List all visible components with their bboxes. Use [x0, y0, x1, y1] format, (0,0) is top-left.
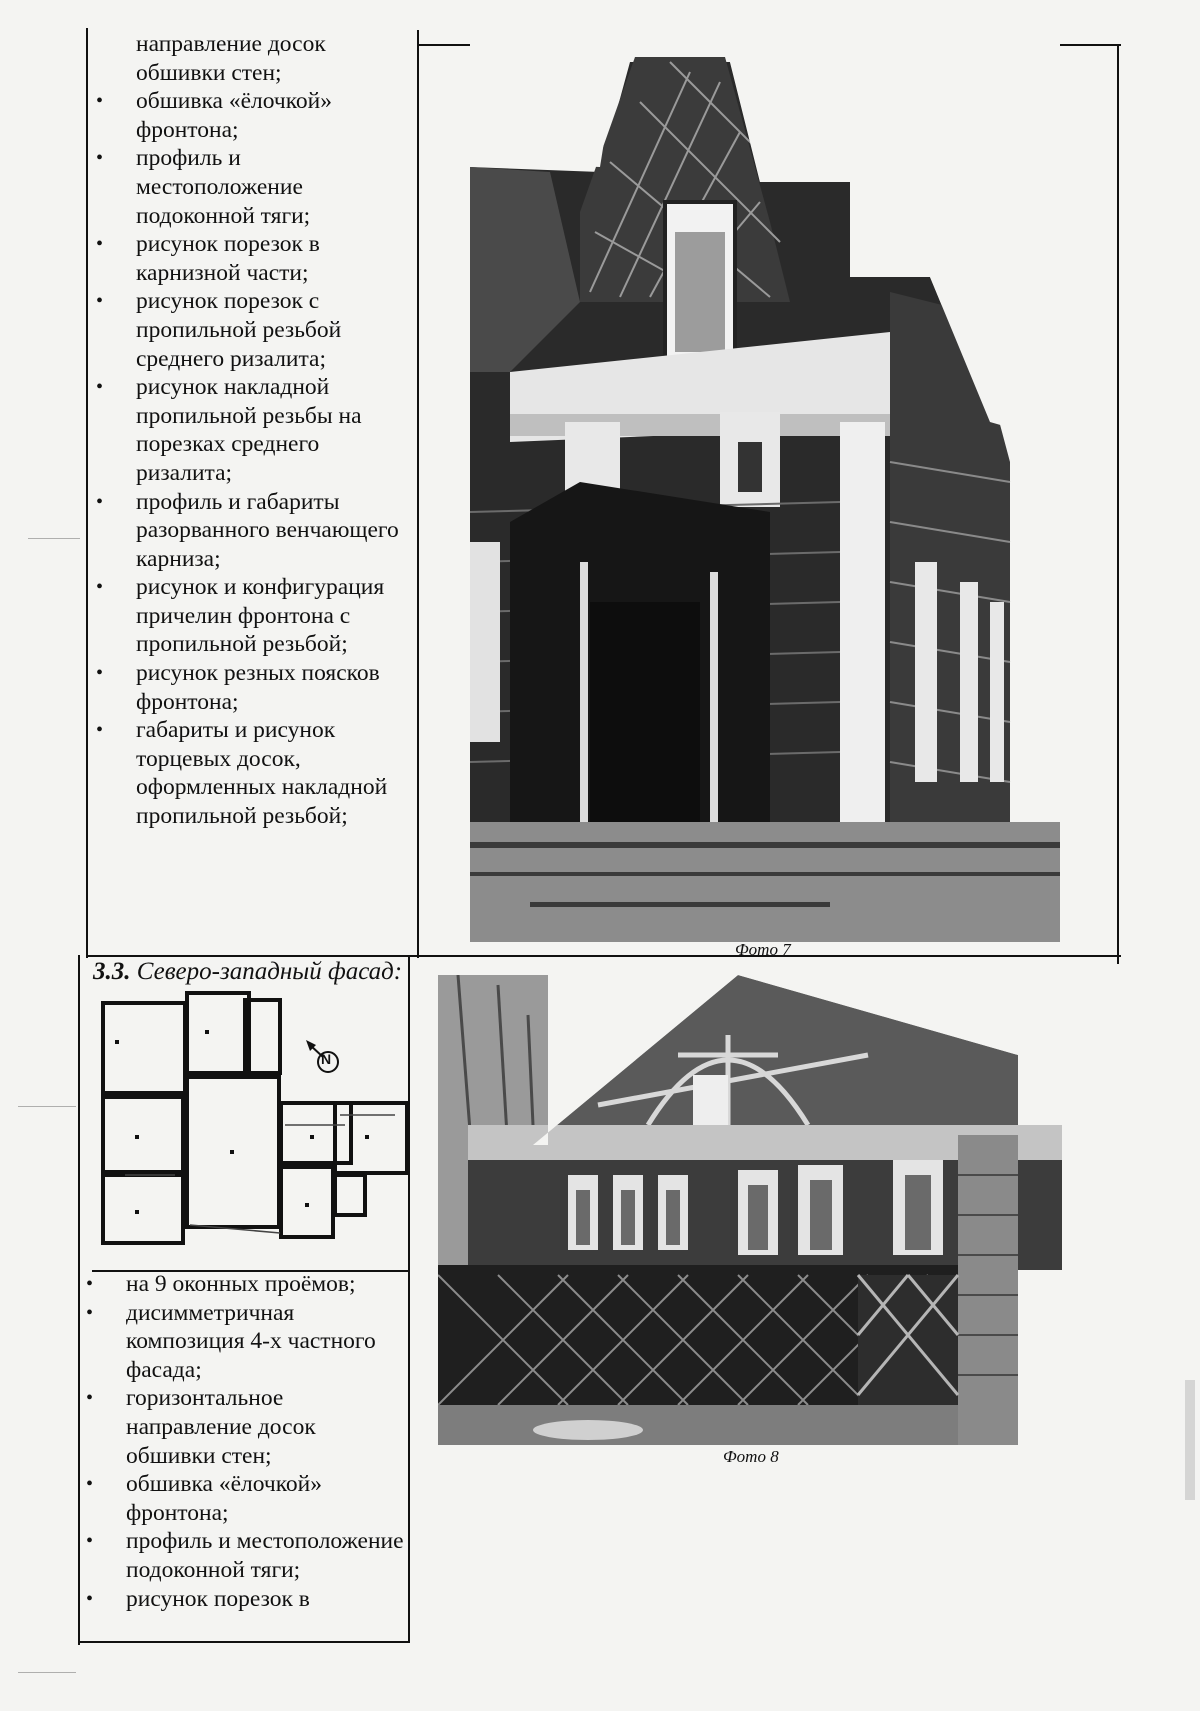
list-item: • обшивка «ёлочкой» фронтона; — [86, 1471, 323, 1526]
feature-list-bottom — [82, 1270, 404, 1613]
scan-artifact — [1185, 1380, 1195, 1500]
list-item: • рисунок резных поясков фронтона; — [96, 660, 380, 715]
scan-artifact — [18, 1106, 76, 1107]
feature-list-top — [92, 30, 412, 831]
photo-7-caption: Фото 7 — [735, 940, 791, 959]
photo-8 — [438, 975, 1062, 1445]
list-item: • дисимметричная композиция 4-х частного фасада; — [86, 1299, 376, 1383]
scan-artifact — [18, 1672, 76, 1673]
floor-plan — [95, 985, 415, 1250]
section-title: Северо-западный фасад: — [136, 958, 403, 985]
list-item: • рисунок порезок в — [86, 1585, 310, 1612]
list-item: направление досок обшивки стен; — [136, 31, 326, 86]
north-label: N — [321, 1051, 332, 1067]
list-item: • рисунок порезок с пропильной резьбой среднего ризалита; — [96, 288, 342, 372]
list-item: • обшивка «ёлочкой» фронтона; — [96, 88, 333, 143]
photo-8-caption: Фото 8 — [723, 1447, 779, 1466]
list-item: • горизонтальное направление досок обшивки стен; — [86, 1385, 316, 1469]
section-number: 3.3. — [93, 958, 131, 985]
list-item: • на 9 оконных проёмов; — [86, 1271, 356, 1297]
scan-artifact — [28, 538, 80, 539]
list-item: • профиль и местоположение подоконной тяги; — [86, 1528, 404, 1583]
section-heading — [93, 958, 402, 986]
list-item: • рисунок накладной пропильной резьбы на порезках среднего ризалита; — [96, 374, 362, 486]
list-item: • рисунок и конфигурация причелин фронтона с пропильной резьбой; — [96, 574, 385, 658]
list-item: • профиль и местоположение подоконной тяги; — [96, 145, 311, 229]
photo-7 — [470, 42, 1060, 942]
list-item: • рисунок порезок в карнизной части; — [96, 231, 320, 286]
list-item: • профиль и габариты разорванного венчающего карниза; — [96, 488, 399, 572]
list-item: • габариты и рисунок торцевых досок, оформленных накладной пропильной резьбой; — [96, 717, 388, 830]
